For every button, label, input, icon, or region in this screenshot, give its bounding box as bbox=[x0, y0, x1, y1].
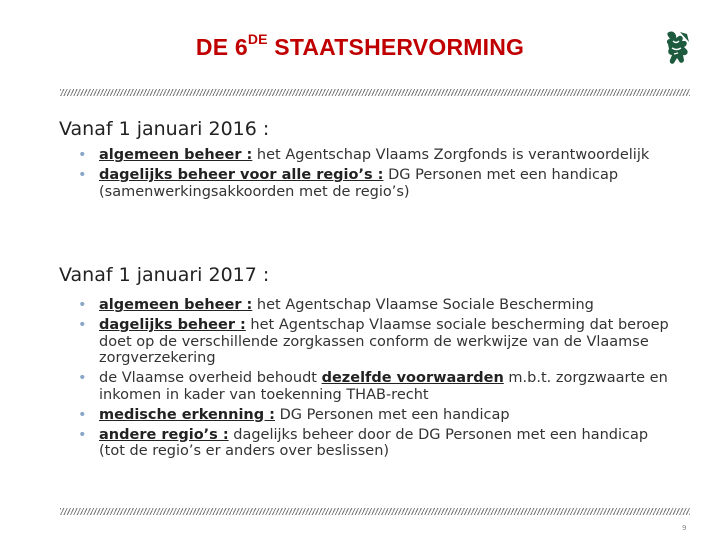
list-item bbox=[78, 297, 678, 314]
list-item bbox=[78, 317, 678, 367]
bullet-icon: • bbox=[78, 167, 87, 183]
list-item bbox=[78, 167, 678, 200]
item-text: het Agentschap Vlaamse Sociale Bescherming bbox=[252, 297, 594, 313]
page-number: 9 bbox=[682, 524, 687, 532]
title-rest: STAATSHERVORMING bbox=[267, 34, 525, 60]
bullet-icon: • bbox=[78, 426, 87, 443]
flemish-lion-icon bbox=[663, 28, 693, 68]
item-text: dagelijks beheer door de DG Personen met een handicap (tot de regio’s er anders over beslissen) bbox=[99, 426, 649, 459]
item-text: DG Personen met een handicap bbox=[274, 406, 510, 423]
item-text: m.b.t. zorgzwaarte en inkomen in kader van toekenning THAB-recht bbox=[99, 370, 668, 403]
item-text: het Agentschap Vlaams Zorgfonds is verantwoordelijk bbox=[252, 147, 650, 163]
item-emphasis: algemeen beheer : bbox=[99, 297, 253, 313]
bullet-icon: • bbox=[78, 370, 87, 386]
item-prefix: de Vlaamse overheid behoudt bbox=[99, 370, 322, 386]
item-emphasis: dezelfde voorwaarden bbox=[321, 370, 504, 386]
section-2016-list bbox=[78, 147, 678, 204]
bullet-icon: • bbox=[78, 147, 87, 163]
item-emphasis: medische erkenning : bbox=[99, 406, 275, 423]
list-item bbox=[78, 407, 678, 424]
bullet-icon: • bbox=[78, 297, 87, 313]
item-emphasis: dagelijks beheer : bbox=[99, 317, 246, 333]
list-item bbox=[78, 147, 678, 164]
slide-title bbox=[0, 31, 720, 61]
title-superscript: DE bbox=[247, 31, 268, 47]
item-emphasis: dagelijks beheer voor alle regio’s : bbox=[99, 167, 384, 183]
item-emphasis: andere regio’s : bbox=[99, 426, 229, 443]
top-divider bbox=[60, 89, 690, 96]
bottom-divider bbox=[60, 508, 690, 515]
item-text: DG Personen met een handicap (samenwerkingsakkoorden met de regio’s) bbox=[99, 167, 619, 200]
bullet-icon: • bbox=[78, 406, 87, 423]
section-2016-heading: Vanaf 1 januari 2016 : bbox=[59, 118, 270, 140]
list-item bbox=[78, 370, 678, 403]
list-item bbox=[78, 427, 678, 460]
section-2017-heading: Vanaf 1 januari 2017 : bbox=[59, 264, 270, 286]
item-text: het Agentschap Vlaamse sociale bescherming dat beroep doet op de verschillende zorgkassen conform de werkwijze van de Vlaamse zorgverzekering bbox=[99, 317, 669, 366]
bullet-icon: • bbox=[78, 317, 87, 333]
section-2017-list bbox=[78, 297, 678, 463]
item-emphasis: algemeen beheer : bbox=[99, 147, 253, 163]
title-main: DE 6 bbox=[195, 34, 248, 60]
